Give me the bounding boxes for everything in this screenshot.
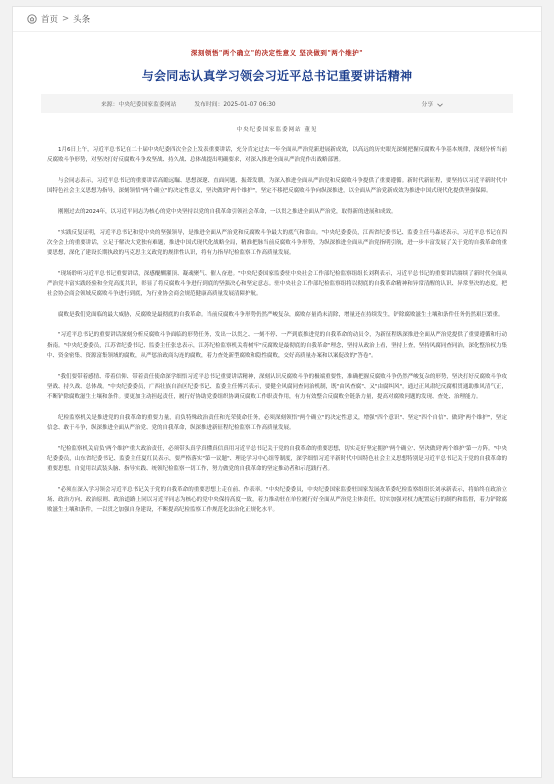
article-byline: 中央纪委国家监委网站 董见 [236,127,318,133]
article-kicker: 深刻领悟"两个确立"的决定性意义 坚决做到"两个维护" [190,49,364,57]
article-paragraph: 刚刚过去的2024年，以习近平同志为核心的党中央坚持以党的自我革命引领社会革命，一以贯之推进全面从严治党，取得新的进展和成效。 [58,208,397,215]
article-paragraph: "必须在深入学习领会习近平总书记关于党的自我革命的重要思想上走在前、作表率。"中央纪委委员，中央纪委国家监委驻国家发展改革委纪检监察组组长刘承新表示，将始终在政治立场、政治方向、政治原则、政治道路上同以习近平同志为核心的党中央保持高度一致，着力推动驻在单位履行好全面从严治党主体责任，切实加强对权力配置运行的制约和监督，着力铲除腐败滋生土壤和条件，一以贯之加强自身建设，不断提高纪检监察工作规范化法治化正规化水平。 [47,486,507,514]
share-label: 分享 [421,102,434,108]
article-title: 与会同志认真学习领会习近平总书记重要讲话精神 [141,69,413,83]
breadcrumb-current-link[interactable]: 头条 [73,15,91,25]
article-paragraph: 腐败是我们党面临的最大威胁，反腐败是最彻底的自我革命。当前反腐败斗争形势仍然严峻复杂，腐败存量尚未清除，增量还在持续发生，铲除腐败滋生土壤和条件任务仍然艰巨繁重。 [58,311,504,318]
breadcrumb-separator: > [62,14,70,24]
article-paragraph: "纪检监察机关肩负'两个维护'重大政治责任，必须带头真学真懂真信真用习近平总书记关于党的自我革命的重要思想，切实走好坚定拥护'两个确立'、坚决做到'两个维护'第一方阵。"中央纪委委员，山东省纪委书记、监委主任夏红民表示，要严格落实"第一议题"、理论学习中心组等制度，深学细悟习近平新时代中国特色社会主义思想特别是习近平总书记关于党的自我革命的重要思想，自觉用以武装头脑、指导实践、统领纪检监察一切工作，努力做党的自我革命的坚定推动者和示范践行者。 [47,445,507,472]
chevron-down-icon [437,103,443,107]
article-paragraph: "实践反复证明，习近平总书记和党中央的坚强领导，是推进全面从严治党和反腐败斗争最大的底气和靠山。"中央纪委委员，江西省纪委书记、监委主任马森述表示，习近平总书记在四次全会上的重要讲话，立足于解决大党独有难题，推进中国式现代化战略全局，精准把脉当前反腐败斗争形势，为纵深推进全面从严治党指明引航，进一步丰富发展了关于党的自我革命的重要思想，深化了建设长期执政的马克思主义政党的规律性认识，将有力指导纪检监察工作高质量发展。 [47,229,507,256]
article-page [12,6,542,778]
breadcrumb-home-link[interactable]: 首页 [41,15,59,25]
article-paragraph: 纪检监察机关是推进党的自我革命的重要力量，肩负特殊政治责任和光荣使命任务，必须深刻领悟"两个确立"的决定性意义，增强"四个意识"、坚定"四个自信"、做到"两个维护"，坚定信念、敢于斗争，纵深推进全面从严治党、党的自我革命，纵深推进新征程纪检监察工作高质量发展。 [47,414,507,431]
article-publish-time: 发布时间：2025-01-07 06:30 [194,102,276,108]
article-paragraph: "我们要带着感情、带着信仰、带着责任使命深学细悟习近平总书记重要讲话精神，深刻认识反腐败斗争的极端重要性，准确把握反腐败斗争仍然严峻复杂的形势，坚决打好反腐败斗争攻坚战、持久战、总体战。"中央纪委委员，广西壮族自治区纪委书记、监委主任傅兴表示，要健全风腐同查同治机制，既"由风查腐"、又"由腐纠风"，通过正风肃纪反腐相贯通助推风清气正，不断铲除腐败滋生土壤和条件。要更加主动担起责任，履行好协助党委组织协调反腐败工作职责作用，有力有效整合反腐败全链条力量，提高对腐败问题的发现、查处、治理能力。 [47,373,507,400]
article-meta-bar [41,94,513,113]
article-paragraph: "习近平总书记的重要讲话深刻分析反腐败斗争面临的形势任务，发出一以贯之、一刻不停、一严到底推进党的自我革命的动员令，为新征程纵深推进全面从严治党提供了重要遵循和行动指南。"中央纪委委员，江苏省纪委书记、监委主任张忠表示，江苏纪检监察机关将树牢"反腐败是最彻底的自我革命"理念，坚持从政治上看，坚持上查，坚持风腐同查同治，深化整治权力集中、资金密集、资源富集领域的腐败，从严惩治政商勾连的腐败，着力查处新型腐败和隐性腐败，交好高质量办案和以案促改的"答卷"。 [47,332,507,359]
breadcrumb [13,7,541,32]
article-paragraph: 与会同志表示，习近平总书记的重要讲话高瞻远瞩、思想深邃、直面问题、振聋发聩，为深入推进全面从严治党和反腐败斗争提供了重要遵循。新时代新征程，要坚持以习近平新时代中国特色社会主义思想为指导，深刻领悟"两个确立"的决定性意义，坚决做到"两个维护"，坚定不移把反腐败斗争向纵深推进，以全面从严治党新成效为推进中国式现代化提供坚强保障。 [47,177,507,195]
article-source: 来源：中央纪委国家监委网站 [101,102,177,108]
article-paragraph: "现场聆听习近平总书记重要讲话，深感醍醐灌顶、凝魂聚气、催人奋进。"中央纪委国家监委驻中央社会工作部纪检监察组组长刘利表示，习近平总书记的重要讲话赓续了新时代全面从严治党丰富实践经验和全党高度共识，彰显了将反腐败斗争进行到底的坚强决心和坚定意志。驻中央社会工作部纪检监察组将以彻底的自我革命精神和异常清醒的认识、异常坚决的态度，把社会协会商会领域反腐败斗争进行到底，为行业协会商会规范健康高质量发展清障护航。 [47,270,507,298]
article-paragraph: 1月6日上午，习近平总书记在二十届中央纪委四次全会上发表重要讲话，充分肯定过去一年全面从严治党新进展新成效，以高远的历史眼光深刻把握反腐败斗争基本规律，深刻分析当前反腐败斗争形势，对坚决打好反腐败斗争攻坚战、持久战、总体战提出明确要求，对深入推进全面从严治党作出战略部署。 [47,147,507,164]
article-body [47,145,507,515]
home-icon[interactable] [27,14,37,24]
share-button[interactable] [422,99,513,108]
